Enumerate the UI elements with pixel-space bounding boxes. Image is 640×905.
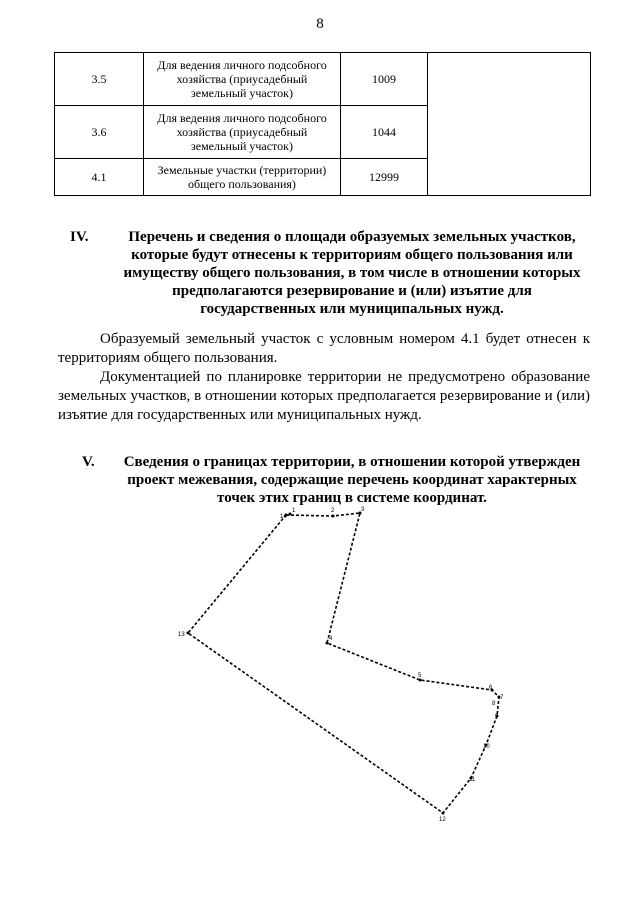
- paragraph-text: Образуемый земельный участок с условным номером 4.1 будет отнесен к территориям общего пользования.: [58, 331, 590, 366]
- point-label: 6: [489, 685, 493, 691]
- point-label: 5: [418, 673, 422, 679]
- vertex-point: [187, 632, 190, 635]
- section-title: Перечень и сведения о площади образуемых земельных участков, которые будут отнесены к территориям общего пользования или имуществу общего пользования, в том числе в отношении которых предполагаются резервирование и (или) изъятие для государственных или муниципальных нужд.: [123, 229, 581, 317]
- section-title: Сведения о границах территории, в отношении которой утвержден проект межевания, содержащие перечень координат характерных точек этих границ в системе координат.: [123, 454, 581, 506]
- point-label: 7: [500, 695, 504, 701]
- plot-area-cell: 12999: [341, 159, 428, 196]
- point-label: 9: [495, 714, 499, 720]
- plot-area-cell: 1009: [341, 53, 428, 106]
- point-label: 1: [292, 508, 296, 514]
- boundary-polygon: [188, 513, 499, 813]
- point-label: 13: [178, 632, 185, 638]
- section-number: V.: [82, 454, 95, 470]
- point-label: 11: [469, 777, 476, 783]
- vertex-point: [442, 812, 445, 815]
- plot-description-cell: Земельные участки (территории) общего пользования): [144, 159, 341, 196]
- section-number: IV.: [70, 229, 89, 245]
- vertex-point: [332, 515, 335, 518]
- page-number: 8: [316, 16, 324, 32]
- point-label: 2: [331, 508, 335, 514]
- boundary-vertices: [187, 512, 501, 815]
- point-label: 14: [280, 514, 287, 520]
- point-label: 3: [361, 507, 365, 513]
- plot-description-cell: Для ведения личного подсобного хозяйства (приусадебный земельный участок): [144, 53, 341, 106]
- plot-number-cell: 3.6: [55, 106, 144, 159]
- plot-number-cell: 3.5: [55, 53, 144, 106]
- plot-description-cell: Для ведения личного подсобного хозяйства (приусадебный земельный участок): [144, 106, 341, 159]
- point-label: 4: [329, 636, 333, 642]
- point-label: 8: [492, 701, 496, 707]
- point-label: 10: [483, 744, 490, 750]
- plot-number-cell: 4.1: [55, 159, 144, 196]
- plot-area-cell: 1044: [341, 106, 428, 159]
- point-label: 12: [439, 817, 446, 823]
- paragraph-text: Документацией по планировке территории не предусмотрено образование земельных участков, в отношении которых предполагается резервирование и (или) изъятие для государственных или муниципальных нужд.: [58, 369, 590, 423]
